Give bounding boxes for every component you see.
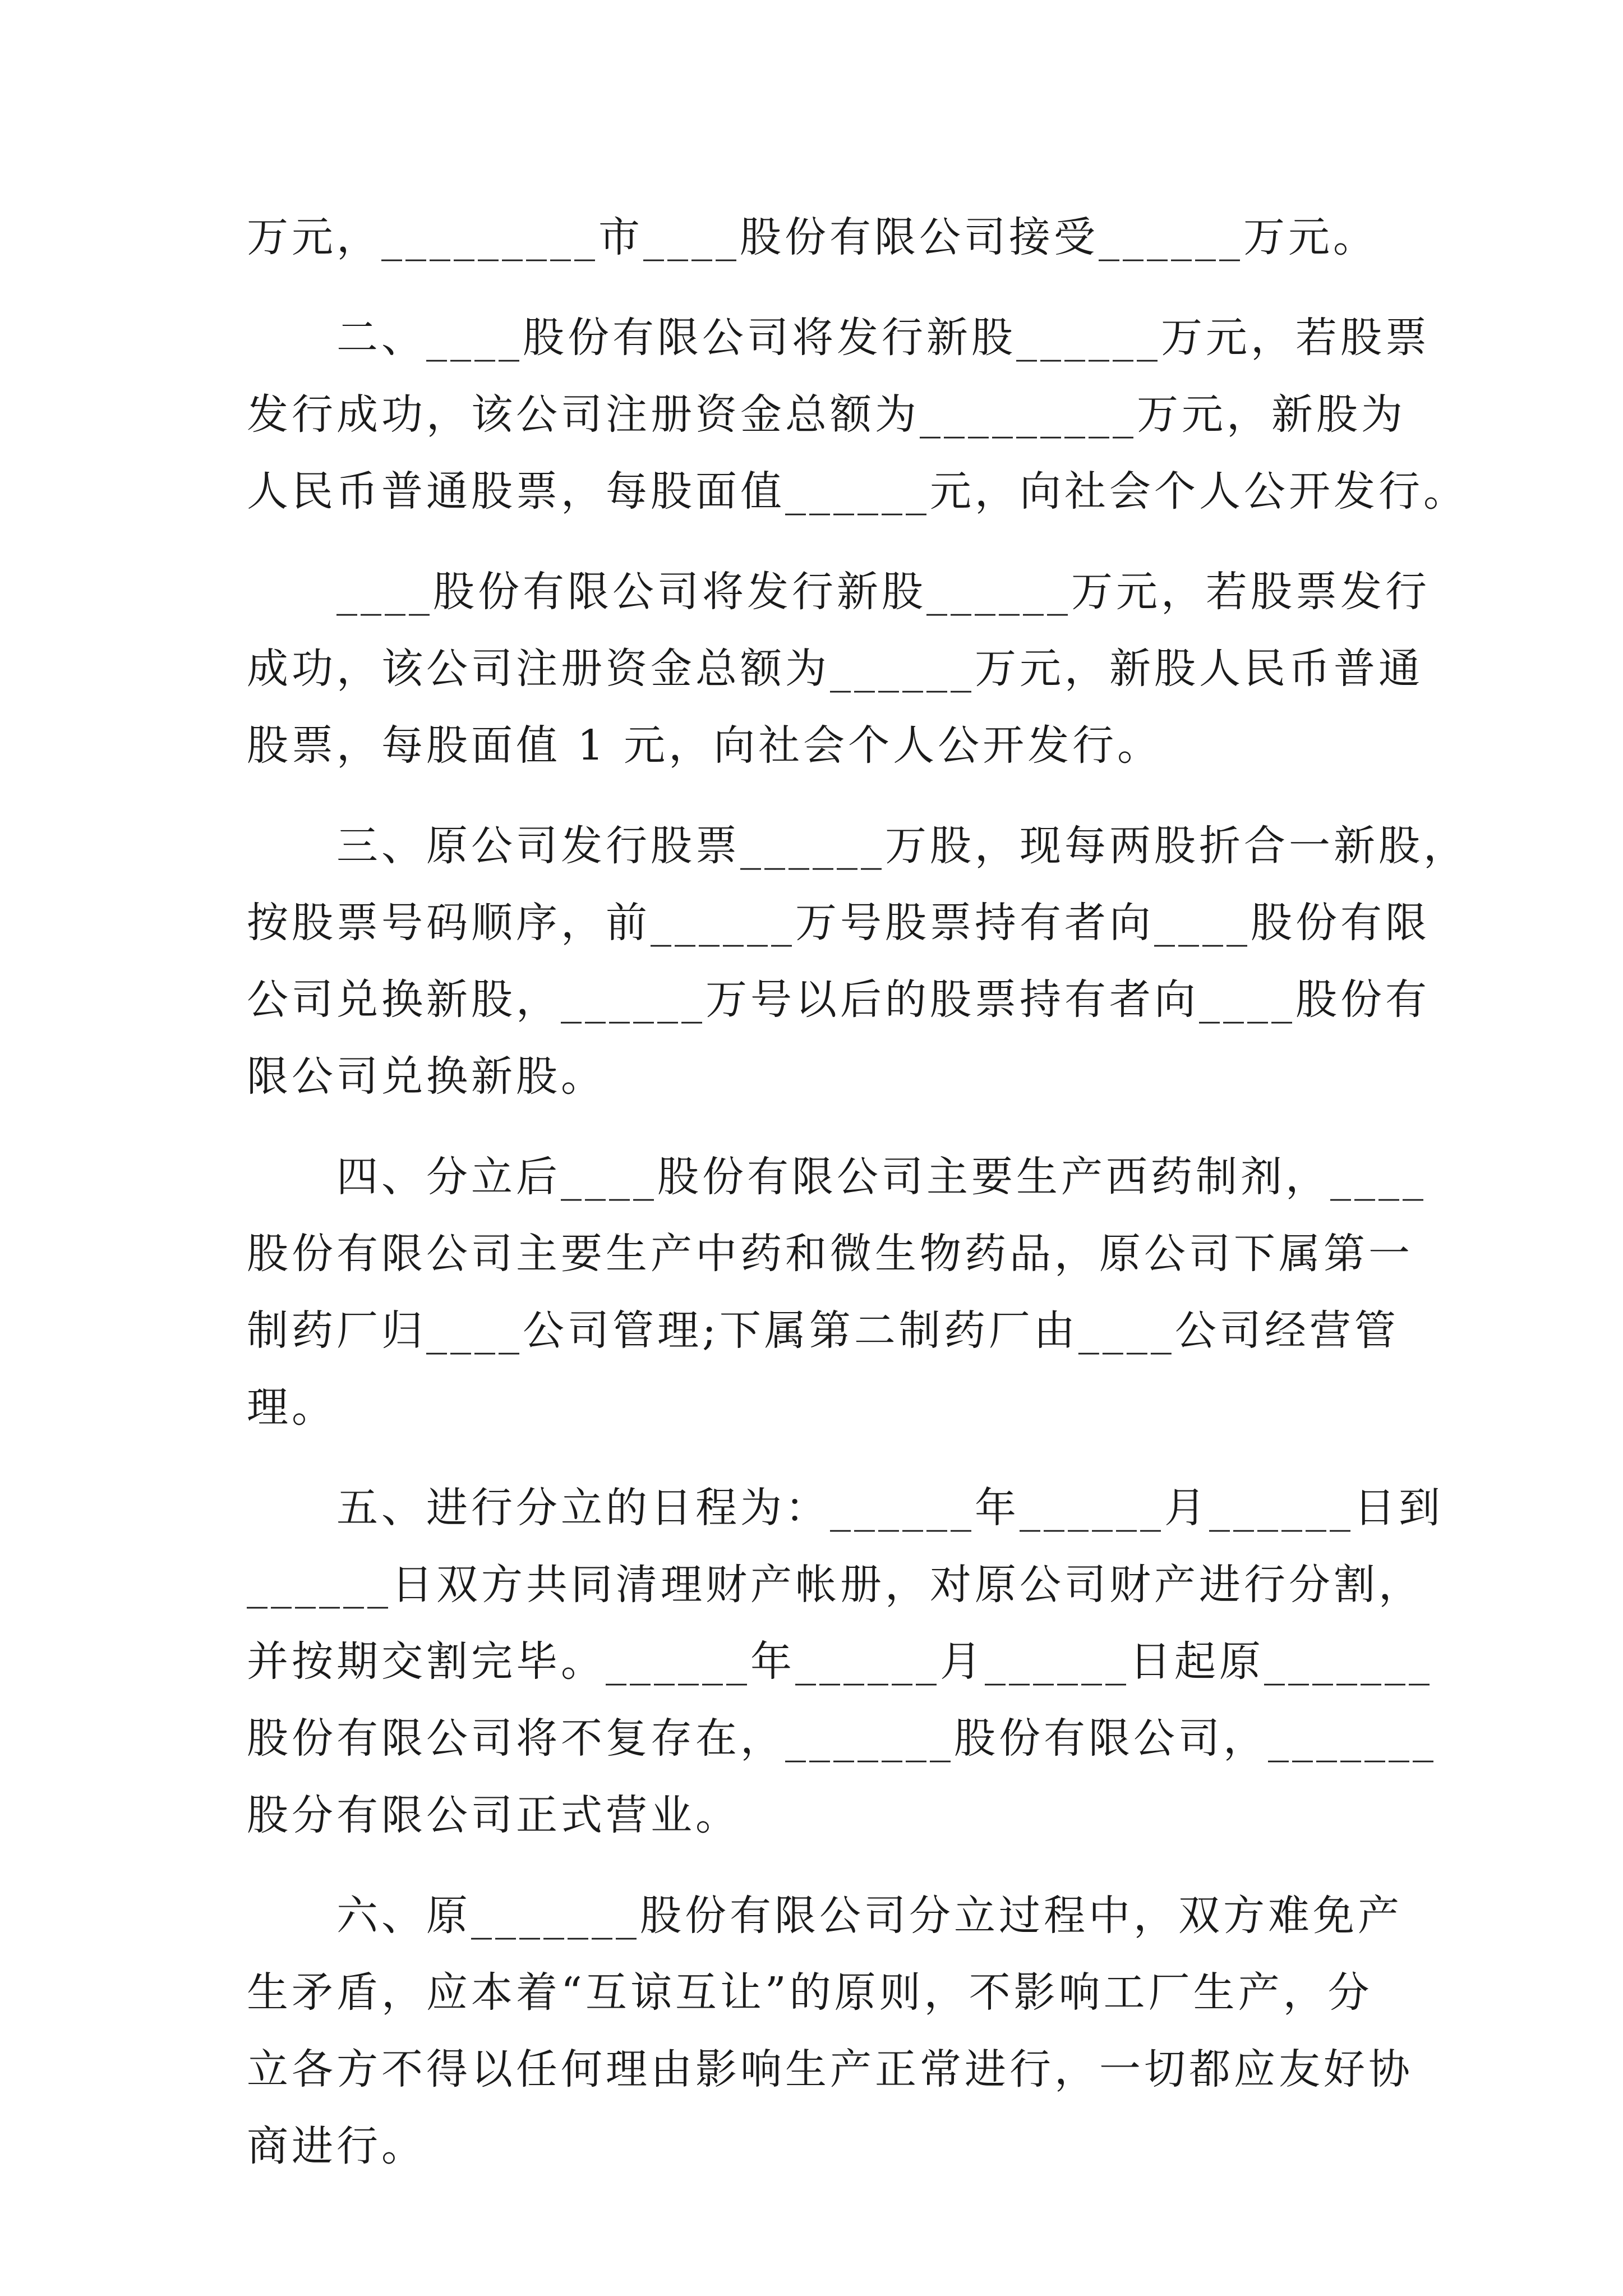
paragraph-line: ______日双方共同清理财产帐册，对原公司财产进行分割， bbox=[247, 1561, 1423, 1609]
paragraph-line: 五、进行分立的日程为：______年______月______日到 bbox=[336, 1484, 1444, 1532]
paragraph-line: 成功，该公司注册资金总额为______万元，新股人民币普通 bbox=[247, 645, 1423, 693]
paragraph-line: 制药厂归____公司管理;下属第二制药厂由____公司经营管 bbox=[247, 1306, 1399, 1355]
paragraph-1 bbox=[247, 199, 1391, 276]
paragraph-line: ____股份有限公司将发行新股______万元，若股票发行 bbox=[336, 568, 1430, 616]
paragraph-line: 发行成功，该公司注册资金总额为_________万元，新股为 bbox=[247, 390, 1406, 439]
paragraph-line: 六、原_______股份有限公司分立过程中，双方难免产 bbox=[336, 1892, 1403, 1940]
paragraph-line: 二、____股份有限公司将发行新股______万元，若股票 bbox=[336, 314, 1430, 362]
paragraph-line: 股分有限公司正式营业。 bbox=[247, 1791, 740, 1839]
paragraph-line: 立各方不得以任何理由影响生产正常进行，一切都应友好协 bbox=[247, 2045, 1413, 2093]
paragraph-line: 按股票号码顺序，前______万号股票持有者向____股份有限 bbox=[247, 899, 1430, 947]
paragraph-line: 生矛盾，应本着“互谅互让”的原则，不影响工厂生产，分 bbox=[247, 1968, 1373, 2017]
paragraph-6 bbox=[247, 1470, 1444, 1854]
paragraph-4 bbox=[247, 808, 1468, 1115]
paragraph-line: 股份有限公司将不复存在，_______股份有限公司，_______ bbox=[247, 1714, 1437, 1763]
paragraph-line: 公司兑换新股，______万号以后的股票持有者向____股份有 bbox=[247, 976, 1430, 1024]
paragraph-line: 商进行。 bbox=[247, 2122, 426, 2170]
paragraph-line: 四、分立后____股份有限公司主要生产西药制剂，____ bbox=[336, 1153, 1427, 1201]
paragraph-2 bbox=[247, 300, 1468, 530]
paragraph-line: 万元，_________市____股份有限公司接受______万元。 bbox=[247, 213, 1378, 261]
paragraph-5 bbox=[247, 1139, 1427, 1446]
paragraph-line: 并按期交割完毕。______年______月______日起原_______ bbox=[247, 1637, 1433, 1686]
paragraph-line: 股票，每股面值 1 元，向社会个人公开发行。 bbox=[247, 721, 1163, 770]
paragraph-line: 三、原公司发行股票______万股，现每两股折合一新股， bbox=[336, 822, 1468, 870]
document-body bbox=[247, 199, 1468, 2185]
paragraph-7 bbox=[247, 1878, 1413, 2185]
paragraph-line: 限公司兑换新股。 bbox=[247, 1052, 606, 1101]
paragraph-line: 人民币普通股票，每股面值______元，向社会个人公开发行。 bbox=[247, 467, 1468, 516]
paragraph-line: 理。 bbox=[247, 1383, 336, 1432]
paragraph-3 bbox=[247, 554, 1430, 784]
paragraph-line: 股份有限公司主要生产中药和微生物药品，原公司下属第一 bbox=[247, 1230, 1413, 1278]
